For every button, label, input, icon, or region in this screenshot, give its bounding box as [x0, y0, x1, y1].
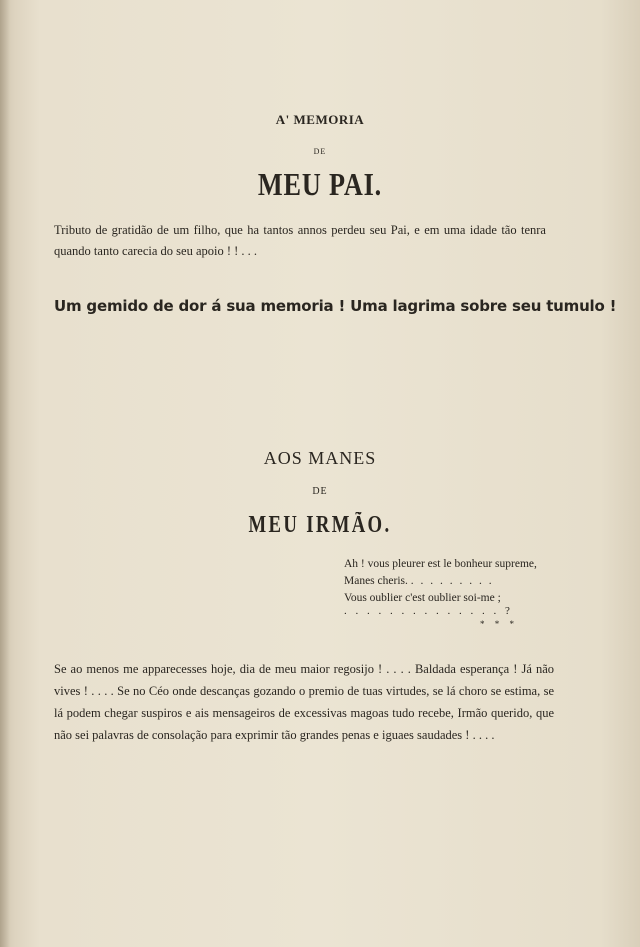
page-gutter-shadow: [0, 0, 10, 947]
epigraph-line-4-dots: . . . . . . . . . . . . . . ?: [344, 605, 513, 617]
memorial-de: DE: [313, 147, 327, 156]
epigraph-stars: * * *: [480, 619, 518, 629]
epigraph-line-2: [344, 573, 554, 590]
manes-de: DE: [312, 486, 328, 497]
tribute-paragraph: Tributo de gratidão de um filho, que ha tantos annos perdeu seu Pai, e em uma idade tão tenra quando tanto carecia do seu apoio ! ! . . .: [54, 223, 546, 258]
memorial-title-brother: MEU IRMÃO.: [248, 512, 392, 538]
memorial-heading: A' MEMORIA: [275, 112, 365, 127]
french-epigraph: [344, 556, 554, 629]
manes-heading: AOS MANES: [263, 448, 377, 468]
memorial-title-father: MEU PAI.: [257, 166, 383, 202]
epigraph-line-2-dots: . . . . . . . . .: [410, 575, 494, 587]
epigraph-line-2-text: Manes cheris.: [344, 575, 408, 587]
brother-paragraph: Se ao menos me apparecesses hoje, dia de meu maior regosijo ! . . . . Baldada esperança ! Já não vives ! . . . . Se no Céo onde descanças gozando o premio de tuas virtudes, se lá choro se estima, se lá podem chegar suspiros e ais mensageiros de excessivas magoas tudo recebe, Irmão querido, que não sei palavras de consolação para exprimir tão grandes penas e iguaes saudades ! . . . .: [54, 662, 554, 742]
lament-line: Um gemido de dor á sua memoria ! Uma lagrima sobre seu tumulo !: [54, 297, 617, 315]
epigraph-line-1: Ah ! vous pleurer est le bonheur supreme,: [344, 558, 537, 570]
epigraph-line-3: Vous oublier c'est oublier soi-me ;: [344, 592, 501, 604]
